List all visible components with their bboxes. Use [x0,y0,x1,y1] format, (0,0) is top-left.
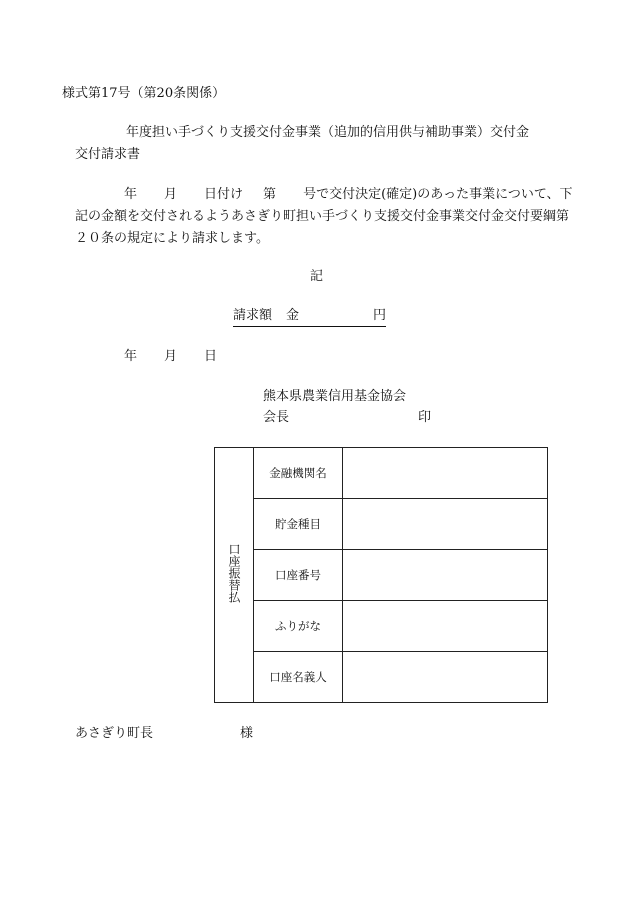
row-label-account-holder: 口座名義人 [254,652,343,703]
addressee-honorific: 様 [240,726,254,741]
account-table [214,447,548,703]
date-line [124,348,217,366]
date-year: 年 [124,349,138,364]
issuer-seal: 印 [418,410,432,425]
body-month: 月 [164,187,178,202]
form-number: 様式第17号（第20条関係） [62,86,226,101]
request-amount-yen: 円 [373,308,387,323]
row-value-furigana[interactable] [343,601,548,652]
body-year: 年 [124,187,138,202]
account-side-label-cell [215,448,254,703]
date-month: 月 [164,349,178,364]
row-label-account-number: 口座番号 [254,550,343,601]
row-value-deposit-type[interactable] [343,499,548,550]
row-value-account-number[interactable] [343,550,548,601]
request-amount-label: 請求額 [233,308,273,323]
body-dai: 第 [263,187,277,202]
body-line1 [124,186,573,204]
form-title-line1: 年度担い手づくり支援交付金事業（追加的信用供与補助事業）交付金 [126,125,530,140]
request-amount-kin: 金 [286,308,300,323]
issuer-title: 会長 [263,410,290,425]
request-amount-line [233,307,386,327]
account-side-label: 口座振替払 [227,543,241,603]
row-label-furigana: ふりがな [254,601,343,652]
form-title-line2: 交付請求書 [75,147,141,162]
body-line3: ２０条の規定により請求します。 [75,231,269,246]
body-go: 号で交付決定(確定)のあった事業について、下 [303,187,573,202]
ki-heading: 記 [310,269,324,284]
row-label-deposit-type: 貯金種目 [254,499,343,550]
row-value-account-holder[interactable] [343,652,548,703]
date-day: 日 [204,349,218,364]
row-value-bank[interactable] [343,448,548,499]
addressee-name: あさぎり町長 [75,726,154,741]
body-day: 日付け [204,187,244,202]
issuer-org: 熊本県農業信用基金協会 [263,389,407,404]
row-label-bank: 金融機関名 [254,448,343,499]
body-line2: 記の金額を交付されるようあさぎり町担い手づくり支援交付金事業交付金交付要綱第 [75,209,570,224]
